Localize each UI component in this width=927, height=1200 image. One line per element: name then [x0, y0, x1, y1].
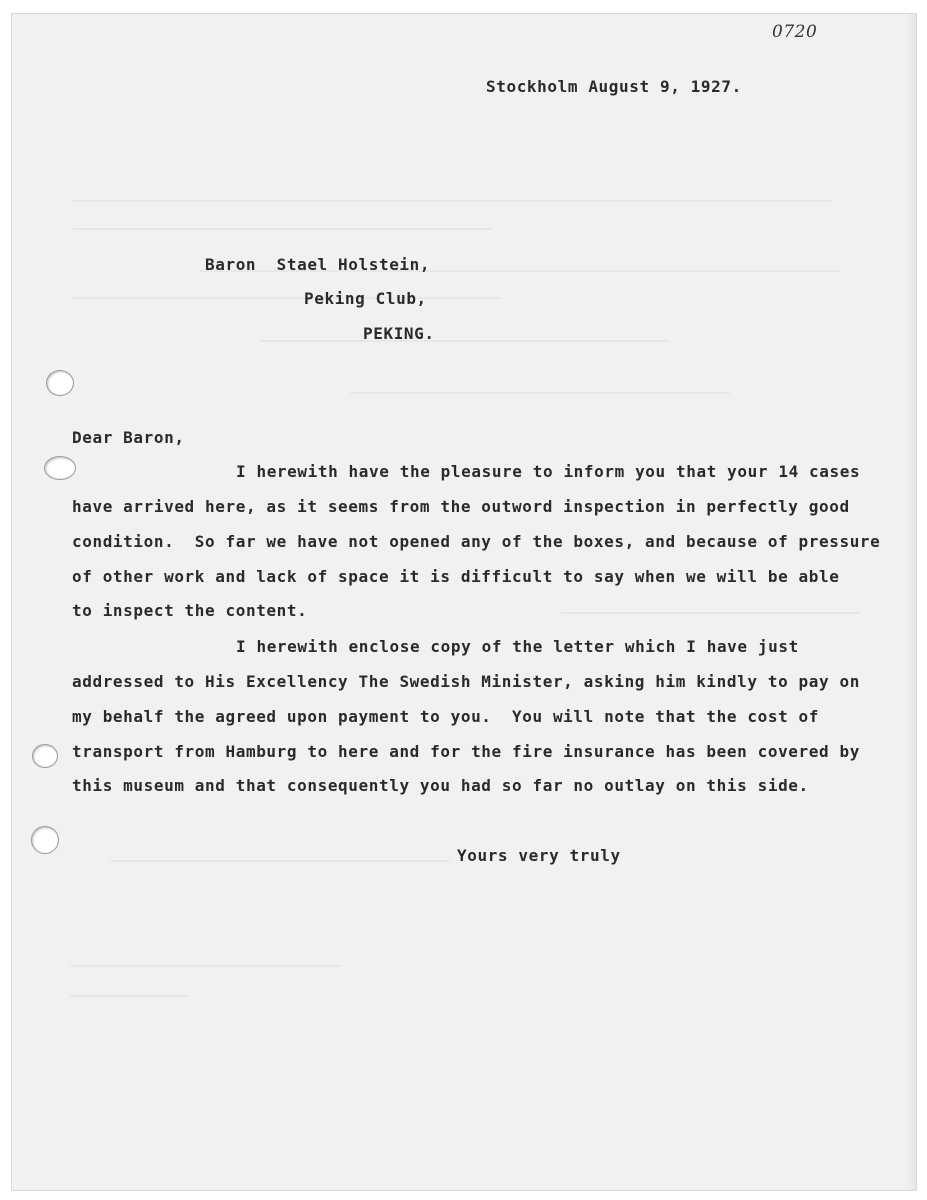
show-through-mark — [70, 965, 340, 967]
show-through-mark — [70, 995, 190, 997]
page-edge-shadow — [906, 14, 916, 1190]
show-through-mark — [110, 860, 450, 862]
show-through-mark — [350, 392, 730, 394]
punch-hole — [31, 826, 59, 854]
show-through-mark — [560, 612, 860, 614]
body-line: this museum and that consequently you had so far no outlay on this side. — [72, 776, 809, 795]
address-line-city: PEKING. — [363, 324, 435, 343]
body-line: to inspect the content. — [72, 601, 308, 620]
body-line: my behalf the agreed upon payment to you. You will note that the cost of — [72, 707, 819, 726]
body-line: transport from Hamburg to here and for the fire insurance has been covered by — [72, 742, 860, 761]
show-through-mark — [72, 228, 492, 230]
show-through-mark — [260, 340, 670, 342]
show-through-mark — [72, 297, 502, 299]
show-through-mark — [72, 200, 832, 202]
date-line: Stockholm August 9, 1927. — [486, 77, 742, 96]
address-line-club: Peking Club, — [304, 289, 427, 308]
punch-hole — [32, 744, 58, 768]
body-line: I herewith enclose copy of the letter which I have just — [236, 637, 799, 656]
body-line: of other work and lack of space it is difficult to say when we will be able — [72, 567, 840, 586]
body-line: I herewith have the pleasure to inform you that your 14 cases — [236, 462, 861, 481]
body-line: condition. So far we have not opened any of the boxes, and because of pressure — [72, 532, 881, 551]
body-line: have arrived here, as it seems from the outword inspection in perfectly good — [72, 497, 850, 516]
punch-hole — [44, 456, 76, 480]
punch-hole — [46, 370, 74, 396]
salutation: Dear Baron, — [72, 428, 185, 447]
body-line: addressed to His Excellency The Swedish Minister, asking him kindly to pay on — [72, 672, 860, 691]
archive-number: 0720 — [772, 22, 818, 42]
closing-line: Yours very truly — [457, 846, 621, 865]
address-line-name: Baron Stael Holstein, — [205, 255, 431, 274]
